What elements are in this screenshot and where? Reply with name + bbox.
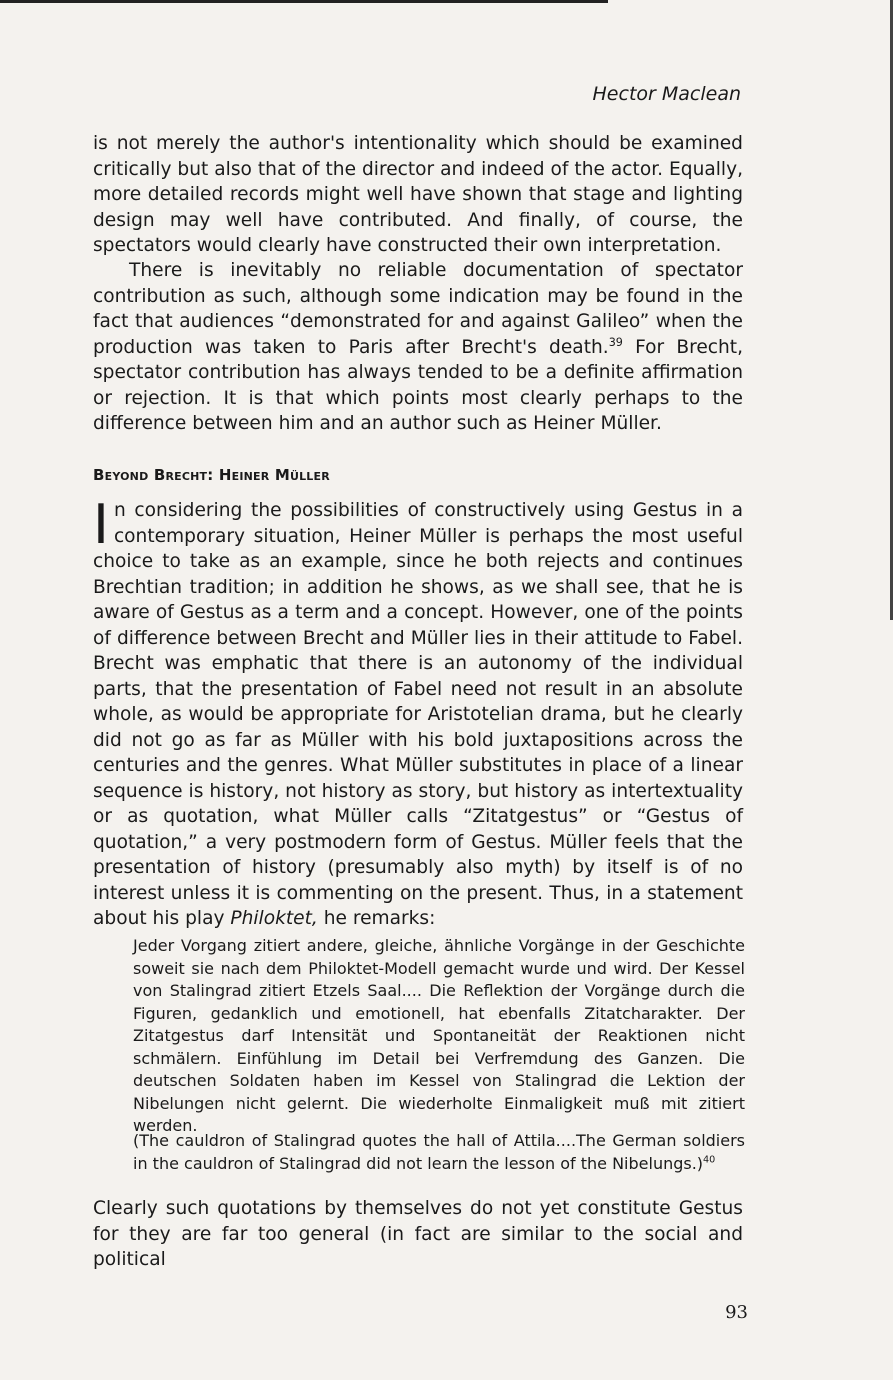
translation-text: (The cauldron of Stalingrad quotes the hall of Attila....The German soldiers in the cauldron of Stalingrad did not learn the lesson of the Nibelungs.) [133,1131,745,1173]
block-quote-german: Jeder Vorgang zitiert andere, gleiche, ähnliche Vorgänge in der Geschichte soweit sie nach dem Philoktet-Modell gemacht wurde und wird. Der Kessel von Stalingrad zitiert Etzels Saal.... Die Reflektion der Vorgänge durch die Figuren, gedanklich und emotionell, hat ebenfalls Zitatcharakter. Der Zitatgestus darf Intensität und Spontaneität der Reaktionen nicht schmälern. Einfühlung im Detail bei Verfremdung des Ganzen. Die deutschen Soldaten haben im Kessel von Stalingrad die Lektion der Nibelungen nicht gelernt. Die wiederholte Einmaligkeit muß mit zitiert werden. [133,936,745,1135]
paragraph-2-text-cont: For Brecht, spectator contribution has always tended to be a definite affirmation or rejection. It is that which points most clearly perhaps to the difference between him and an author such as Heiner Müller. [93,336,744,434]
drop-cap: I [93,493,109,556]
play-title: Philoktet, [230,908,318,929]
footnote-ref-40: 40 [703,1154,716,1166]
page-number: 93 [725,1302,748,1323]
paragraph-2 [93,258,743,437]
section-heading: Beyond Brecht: Heiner Müller [93,466,330,484]
running-head: Hector Maclean [592,83,741,105]
paragraph-1: is not merely the author's intentionality which should be examined critically but also that of the director and indeed of the actor. Equally, more detailed records might well have shown that stage and lighting design may well have contributed. And finally, of course, the spectators would clearly have constructed their own interpretation. [93,133,743,256]
paragraph-3-text-end: he remarks: [317,908,436,929]
paragraph-3 [93,493,743,932]
paragraph-2-text: There is inevitably no reliable documentation of spectator contribution as such, although some indication may be found in the fact that audiences “demonstrated for and against Galileo” when the production was taken to Paris after Brecht's death. [93,260,743,358]
block-quote-translation [133,1130,745,1175]
top-rule [0,0,608,3]
paragraph-4: Clearly such quotations by themselves do not yet constitute Gestus for they are far too general (in fact are similar to the social and political [93,1198,743,1270]
paragraph-3-text: n considering the possibilities of constructively using Gestus in a contemporary situation, Heiner Müller is perhaps the most useful choice to take as an example, since he both rejects and continues Brechtian tradition; in addition he shows, as we shall see, that he is aware of Gestus as a term and a concept. However, one of the points of difference between Brecht and Müller lies in their attitude to Fabel. Brecht was emphatic that there is an autonomy of the individual parts, that the presentation of Fabel need not result in an absolute whole, as would be appropriate for Aristotelian drama, but he clearly did not go as far as Müller with his bold juxtapositions across the centuries and the genres. What Müller substitutes in place of a linear sequence is history, not history as story, but history as intertextuality or as quotation, what Müller calls “Zitatgestus” or “Gestus of quotation,” a very postmodern form of Gestus. Müller feels that the presentation of history (presumably also myth) by itself is of no interest unless it is commenting on the present. Thus, in a statement about his play [93,500,743,929]
footnote-ref-39: 39 [608,335,623,349]
